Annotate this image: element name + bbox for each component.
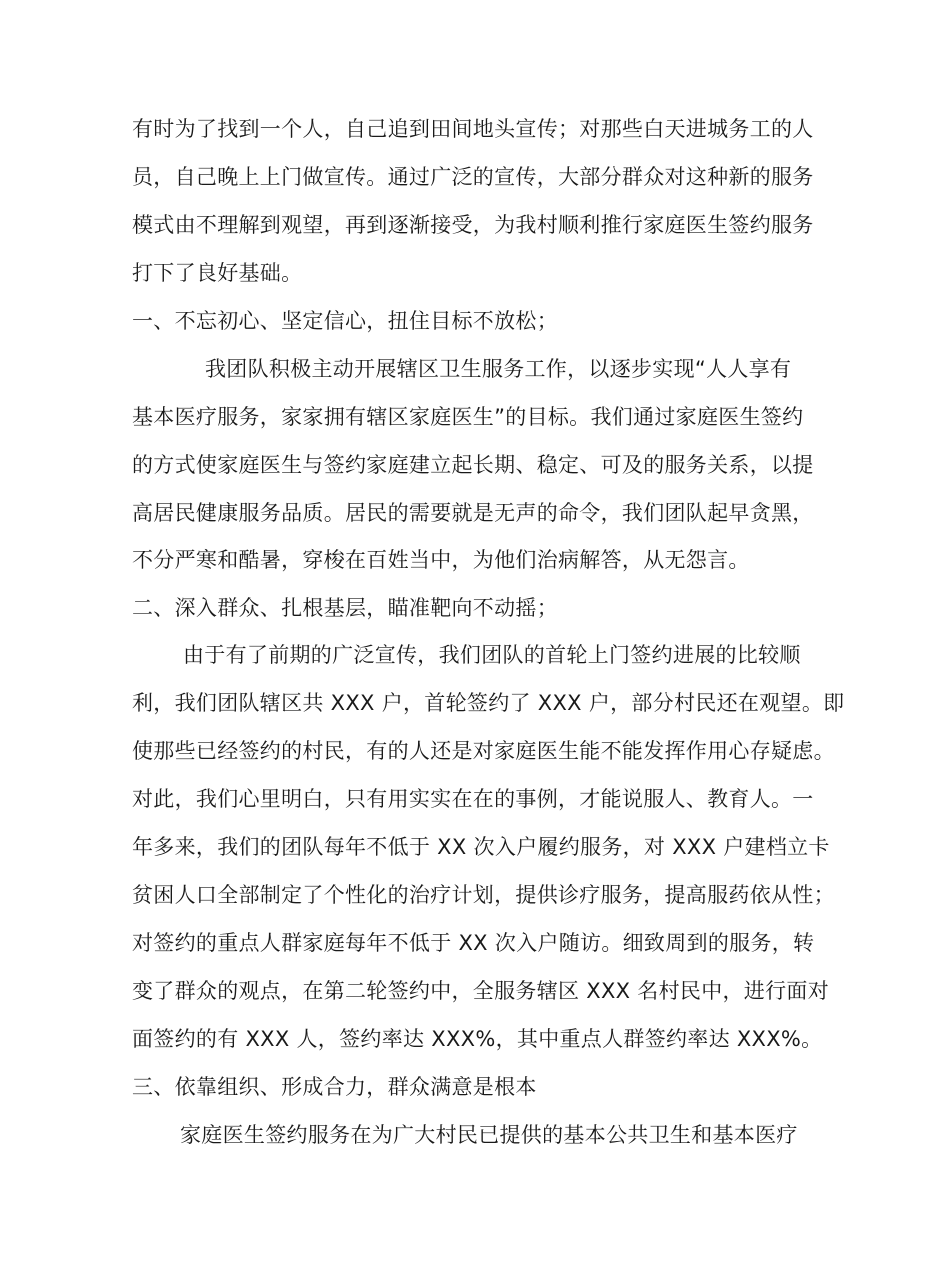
paragraph-line: 基本医疗服务，家家拥有辖区家庭医生”的目标。我们通过家庭医生签约 xyxy=(132,405,804,429)
paragraph-line: 变了群众的观点，在第二轮签约中，全服务辖区 XXX 名村民中，进行面对 xyxy=(132,979,830,1003)
paragraph-line: 对签约的重点人群家庭每年不低于 XX 次入户随访。细致周到的服务，转 xyxy=(132,931,815,955)
section-heading-1: 一、不忘初心、坚定信心，扭住目标不放松； xyxy=(132,309,558,333)
paragraph-line: 家庭医生签约服务在为广大村民已提供的基本公共卫生和基本医疗 xyxy=(180,1123,798,1147)
paragraph-line: 我团队积极主动开展辖区卫生服务工作，以逐步实现“人人享有 xyxy=(205,357,792,381)
paragraph-line: 面签约的有 XXX 人，签约率达 XXX%，其中重点人群签约率达 XXX%。 xyxy=(132,1027,823,1051)
paragraph-line: 不分严寒和酷暑，穿梭在百姓当中，为他们治病解答，从无怨言。 xyxy=(132,548,750,572)
paragraph-line: 使那些已经签约的村民，有的人还是对家庭医生能不能发挥作用心存疑虑。 xyxy=(132,739,835,763)
paragraph-line: 的方式使家庭医生与签约家庭建立起长期、稳定、可及的服务关系，以提 xyxy=(132,453,814,477)
section-heading-3: 三、依靠组织、形成合力，群众满意是根本 xyxy=(132,1075,537,1099)
paragraph-line: 由于有了前期的广泛宣传，我们团队的首轮上门签约进展的比较顺 xyxy=(183,643,801,667)
paragraph-line: 年多来，我们的团队每年不低于 XX 次入户履约服务，对 XXX 户建档立卡 xyxy=(132,835,830,859)
paragraph-line: 利，我们团队辖区共 XXX 户，首轮签约了 XXX 户，部分村民还在观望。即 xyxy=(132,691,845,715)
paragraph-line: 有时为了找到一个人，自己追到田间地头宣传；对那些白天进城务工的人 xyxy=(132,117,814,141)
paragraph-line: 贫困人口全部制定了个性化的治疗计划，提供诊疗服务，提高服药依从性； xyxy=(132,883,835,907)
paragraph-line: 模式由不理解到观望，再到逐渐接受，为我村顺利推行家庭医生签约服务 xyxy=(132,213,814,237)
paragraph-line: 打下了良好基础。 xyxy=(132,261,303,285)
paragraph-line: 对此，我们心里明白，只有用实实在在的事例，才能说服人、教育人。一 xyxy=(132,787,814,811)
paragraph-line: 高居民健康服务品质。居民的需要就是无声的命令，我们团队起早贪黑， xyxy=(132,501,814,525)
paragraph-line: 员，自己晚上上门做宣传。通过广泛的宣传，大部分群众对这种新的服务 xyxy=(132,165,814,189)
section-heading-2: 二、深入群众、扎根基层，瞄准靶向不动摇； xyxy=(132,596,558,620)
